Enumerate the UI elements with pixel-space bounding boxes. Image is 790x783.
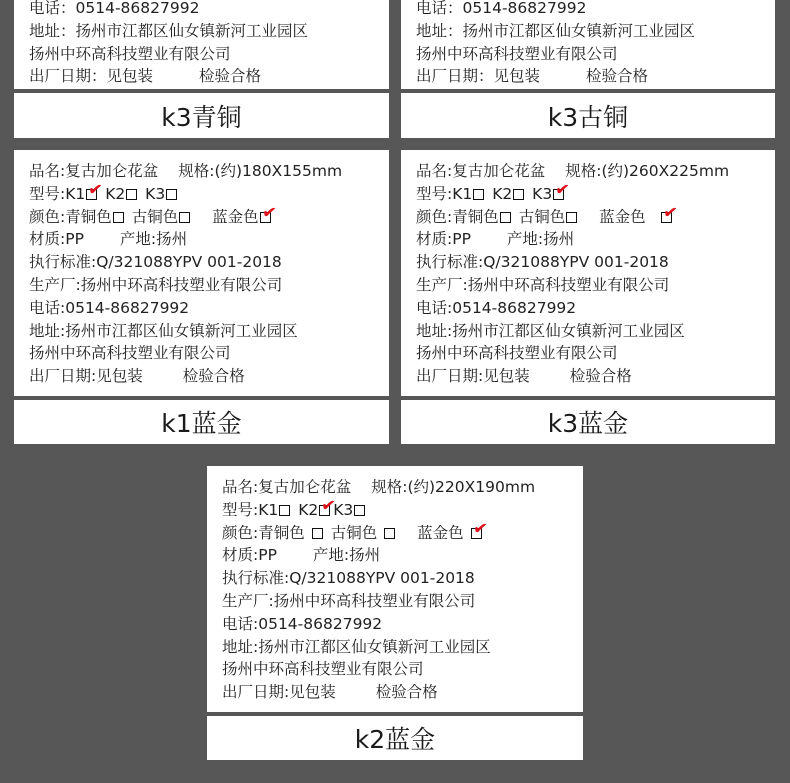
- standard-line: 执行标准:Q/321088YPV 001-2018: [29, 253, 282, 272]
- address-line: 地址:扬州市江都区仙女镇新河工业园区: [222, 637, 491, 656]
- caption: k3青铜: [14, 93, 389, 138]
- checkbox-bronze: [500, 212, 511, 223]
- model-k3: K3: [145, 184, 166, 203]
- phone-line: 电话:0514-86827992: [222, 614, 383, 633]
- model-label: 型号:: [416, 184, 453, 203]
- date-text: 出厂日期:见包装: [29, 367, 143, 386]
- maker-line: 生产厂:扬州中环高科技塑业有限公司: [222, 591, 476, 610]
- material: 材质:PP: [416, 230, 471, 249]
- color-line: [29, 201, 389, 229]
- material: 材质:PP: [29, 230, 84, 249]
- date-line: [29, 65, 389, 88]
- phone-line: 电话：0514-86827992: [29, 0, 200, 17]
- check-mark-icon: ✔: [661, 201, 679, 224]
- name-spec-line: [29, 160, 389, 183]
- qc-text: 检验合格: [569, 367, 632, 386]
- model-label: 型号:: [29, 184, 66, 203]
- qc-text: 检验合格: [375, 683, 438, 702]
- model-k1: K1: [452, 184, 473, 203]
- model-k1: K1: [258, 500, 279, 519]
- model-k1: K1: [65, 184, 86, 203]
- checkbox-k2: [319, 494, 337, 517]
- name-spec-line: [416, 160, 775, 183]
- maker-line: 生产厂:扬州中环高科技塑业有限公司: [416, 275, 670, 294]
- label-body: [401, 0, 775, 89]
- date-line: [29, 365, 389, 388]
- color-label: 颜色:: [222, 523, 259, 542]
- color-antique-bronze: 古铜色: [330, 523, 378, 542]
- origin: 产地:扬州: [312, 546, 381, 565]
- color-line: [416, 201, 775, 229]
- label-card-k2-blue-gold: [207, 466, 583, 760]
- material-line: [29, 228, 389, 251]
- model-label: 型号:: [222, 500, 259, 519]
- qc-text: 检验合格: [199, 67, 262, 86]
- checkbox-k1: [86, 178, 104, 201]
- date-line: [416, 365, 775, 388]
- phone-line: 电话:0514-86827992: [29, 298, 190, 317]
- standard-line: 执行标准:Q/321088YPV 001-2018: [222, 569, 475, 588]
- checkbox-k2: [513, 189, 524, 200]
- address-line: 地址:扬州市江都区仙女镇新河工业园区: [416, 321, 685, 340]
- address-line: 地址：扬州市江都区仙女镇新河工业园区: [29, 21, 309, 40]
- model-line: [222, 494, 583, 522]
- spec: 规格:(约)260X225mm: [565, 162, 730, 180]
- caption: k2蓝金: [207, 716, 583, 760]
- origin: 产地:扬州: [119, 230, 188, 249]
- checkbox-k1: [473, 189, 484, 200]
- date-text: 出厂日期:见包装: [222, 683, 336, 702]
- address-line: 地址：扬州市江都区仙女镇新河工业园区: [416, 21, 696, 40]
- name-spec-line: [222, 476, 583, 499]
- label-card-k3-antique-bronze: [401, 0, 775, 138]
- qc-text: 检验合格: [182, 367, 245, 386]
- company-line: 扬州中环高科技塑业有限公司: [416, 44, 618, 63]
- checkbox-antique-bronze: [179, 212, 190, 223]
- label-body: [14, 150, 389, 396]
- label-card-k3-bronze: [14, 0, 389, 138]
- color-antique-bronze: 古铜色: [131, 207, 179, 226]
- qc-text: 检验合格: [586, 67, 649, 86]
- checkbox-k2: [126, 189, 137, 200]
- label-body: [207, 466, 583, 712]
- material: 材质:PP: [222, 546, 277, 565]
- color-bronze: 青铜色: [258, 523, 305, 542]
- model-k3: K3: [333, 500, 354, 519]
- caption: k3蓝金: [401, 400, 775, 444]
- model-line: [29, 178, 389, 206]
- date-line: [416, 65, 775, 88]
- material-line: [222, 544, 583, 567]
- checkbox-k3: [166, 189, 177, 200]
- product-name: 品名:复古加仑花盆: [29, 162, 159, 180]
- checkbox-blue-gold: [260, 201, 278, 224]
- color-bronze: 青铜色: [452, 207, 499, 226]
- caption: k3古铜: [401, 93, 775, 138]
- checkbox-blue-gold: [661, 201, 679, 224]
- caption: k1蓝金: [14, 400, 389, 444]
- color-antique-bronze: 古铜色: [518, 207, 566, 226]
- check-mark-icon: ✔: [319, 494, 337, 517]
- date-text: 出厂日期：见包装: [416, 67, 541, 86]
- checkbox-blue-gold: [471, 517, 489, 540]
- origin: 产地:扬州: [506, 230, 575, 249]
- date-line: [222, 681, 583, 704]
- company-line: 扬州中环高科技塑业有限公司: [29, 44, 231, 63]
- product-name: 品名:复古加仑花盆: [416, 162, 546, 180]
- label-body: [14, 0, 389, 89]
- date-text: 出厂日期：见包装: [29, 67, 154, 86]
- checkbox-k1: [279, 505, 290, 516]
- model-k2: K2: [298, 500, 319, 519]
- checkbox-k3: [354, 505, 365, 516]
- label-card-k3-blue-gold: [401, 150, 775, 444]
- phone-line: 电话:0514-86827992: [416, 298, 577, 317]
- material-line: [416, 228, 775, 251]
- checkbox-antique-bronze: [384, 528, 395, 539]
- model-line: [416, 178, 775, 206]
- color-label: 颜色:: [416, 207, 453, 226]
- company-line: 扬州中环高科技塑业有限公司: [29, 344, 231, 363]
- label-card-k1-blue-gold: [14, 150, 389, 444]
- color-blue-gold: 蓝金色: [212, 207, 259, 226]
- model-k2: K2: [492, 184, 513, 203]
- color-blue-gold: 蓝金色: [417, 523, 464, 542]
- color-blue-gold: 蓝金色: [599, 207, 646, 226]
- checkbox-k3: [553, 178, 571, 201]
- company-line: 扬州中环高科技塑业有限公司: [416, 344, 618, 363]
- check-mark-icon: ✔: [87, 178, 104, 201]
- phone-line: 电话：0514-86827992: [416, 0, 587, 17]
- spec: 规格:(约)220X190mm: [371, 478, 536, 496]
- address-line: 地址:扬州市江都区仙女镇新河工业园区: [29, 321, 298, 340]
- color-line: [222, 517, 583, 545]
- model-k2: K2: [105, 184, 126, 203]
- model-k3: K3: [532, 184, 553, 203]
- color-label: 颜色:: [29, 207, 66, 226]
- spec: 规格:(约)180X155mm: [178, 162, 343, 180]
- checkbox-antique-bronze: [566, 212, 577, 223]
- date-text: 出厂日期:见包装: [416, 367, 530, 386]
- check-mark-icon: ✔: [471, 517, 489, 540]
- check-mark-icon: ✔: [260, 201, 278, 224]
- company-line: 扬州中环高科技塑业有限公司: [222, 660, 424, 679]
- maker-line: 生产厂:扬州中环高科技塑业有限公司: [29, 275, 283, 294]
- checkbox-bronze: [312, 528, 323, 539]
- label-body: [401, 150, 775, 396]
- standard-line: 执行标准:Q/321088YPV 001-2018: [416, 253, 669, 272]
- check-mark-icon: ✔: [553, 178, 571, 201]
- product-name: 品名:复古加仑花盆: [222, 478, 352, 496]
- color-bronze: 青铜色: [65, 207, 112, 226]
- checkbox-bronze: [113, 212, 124, 223]
